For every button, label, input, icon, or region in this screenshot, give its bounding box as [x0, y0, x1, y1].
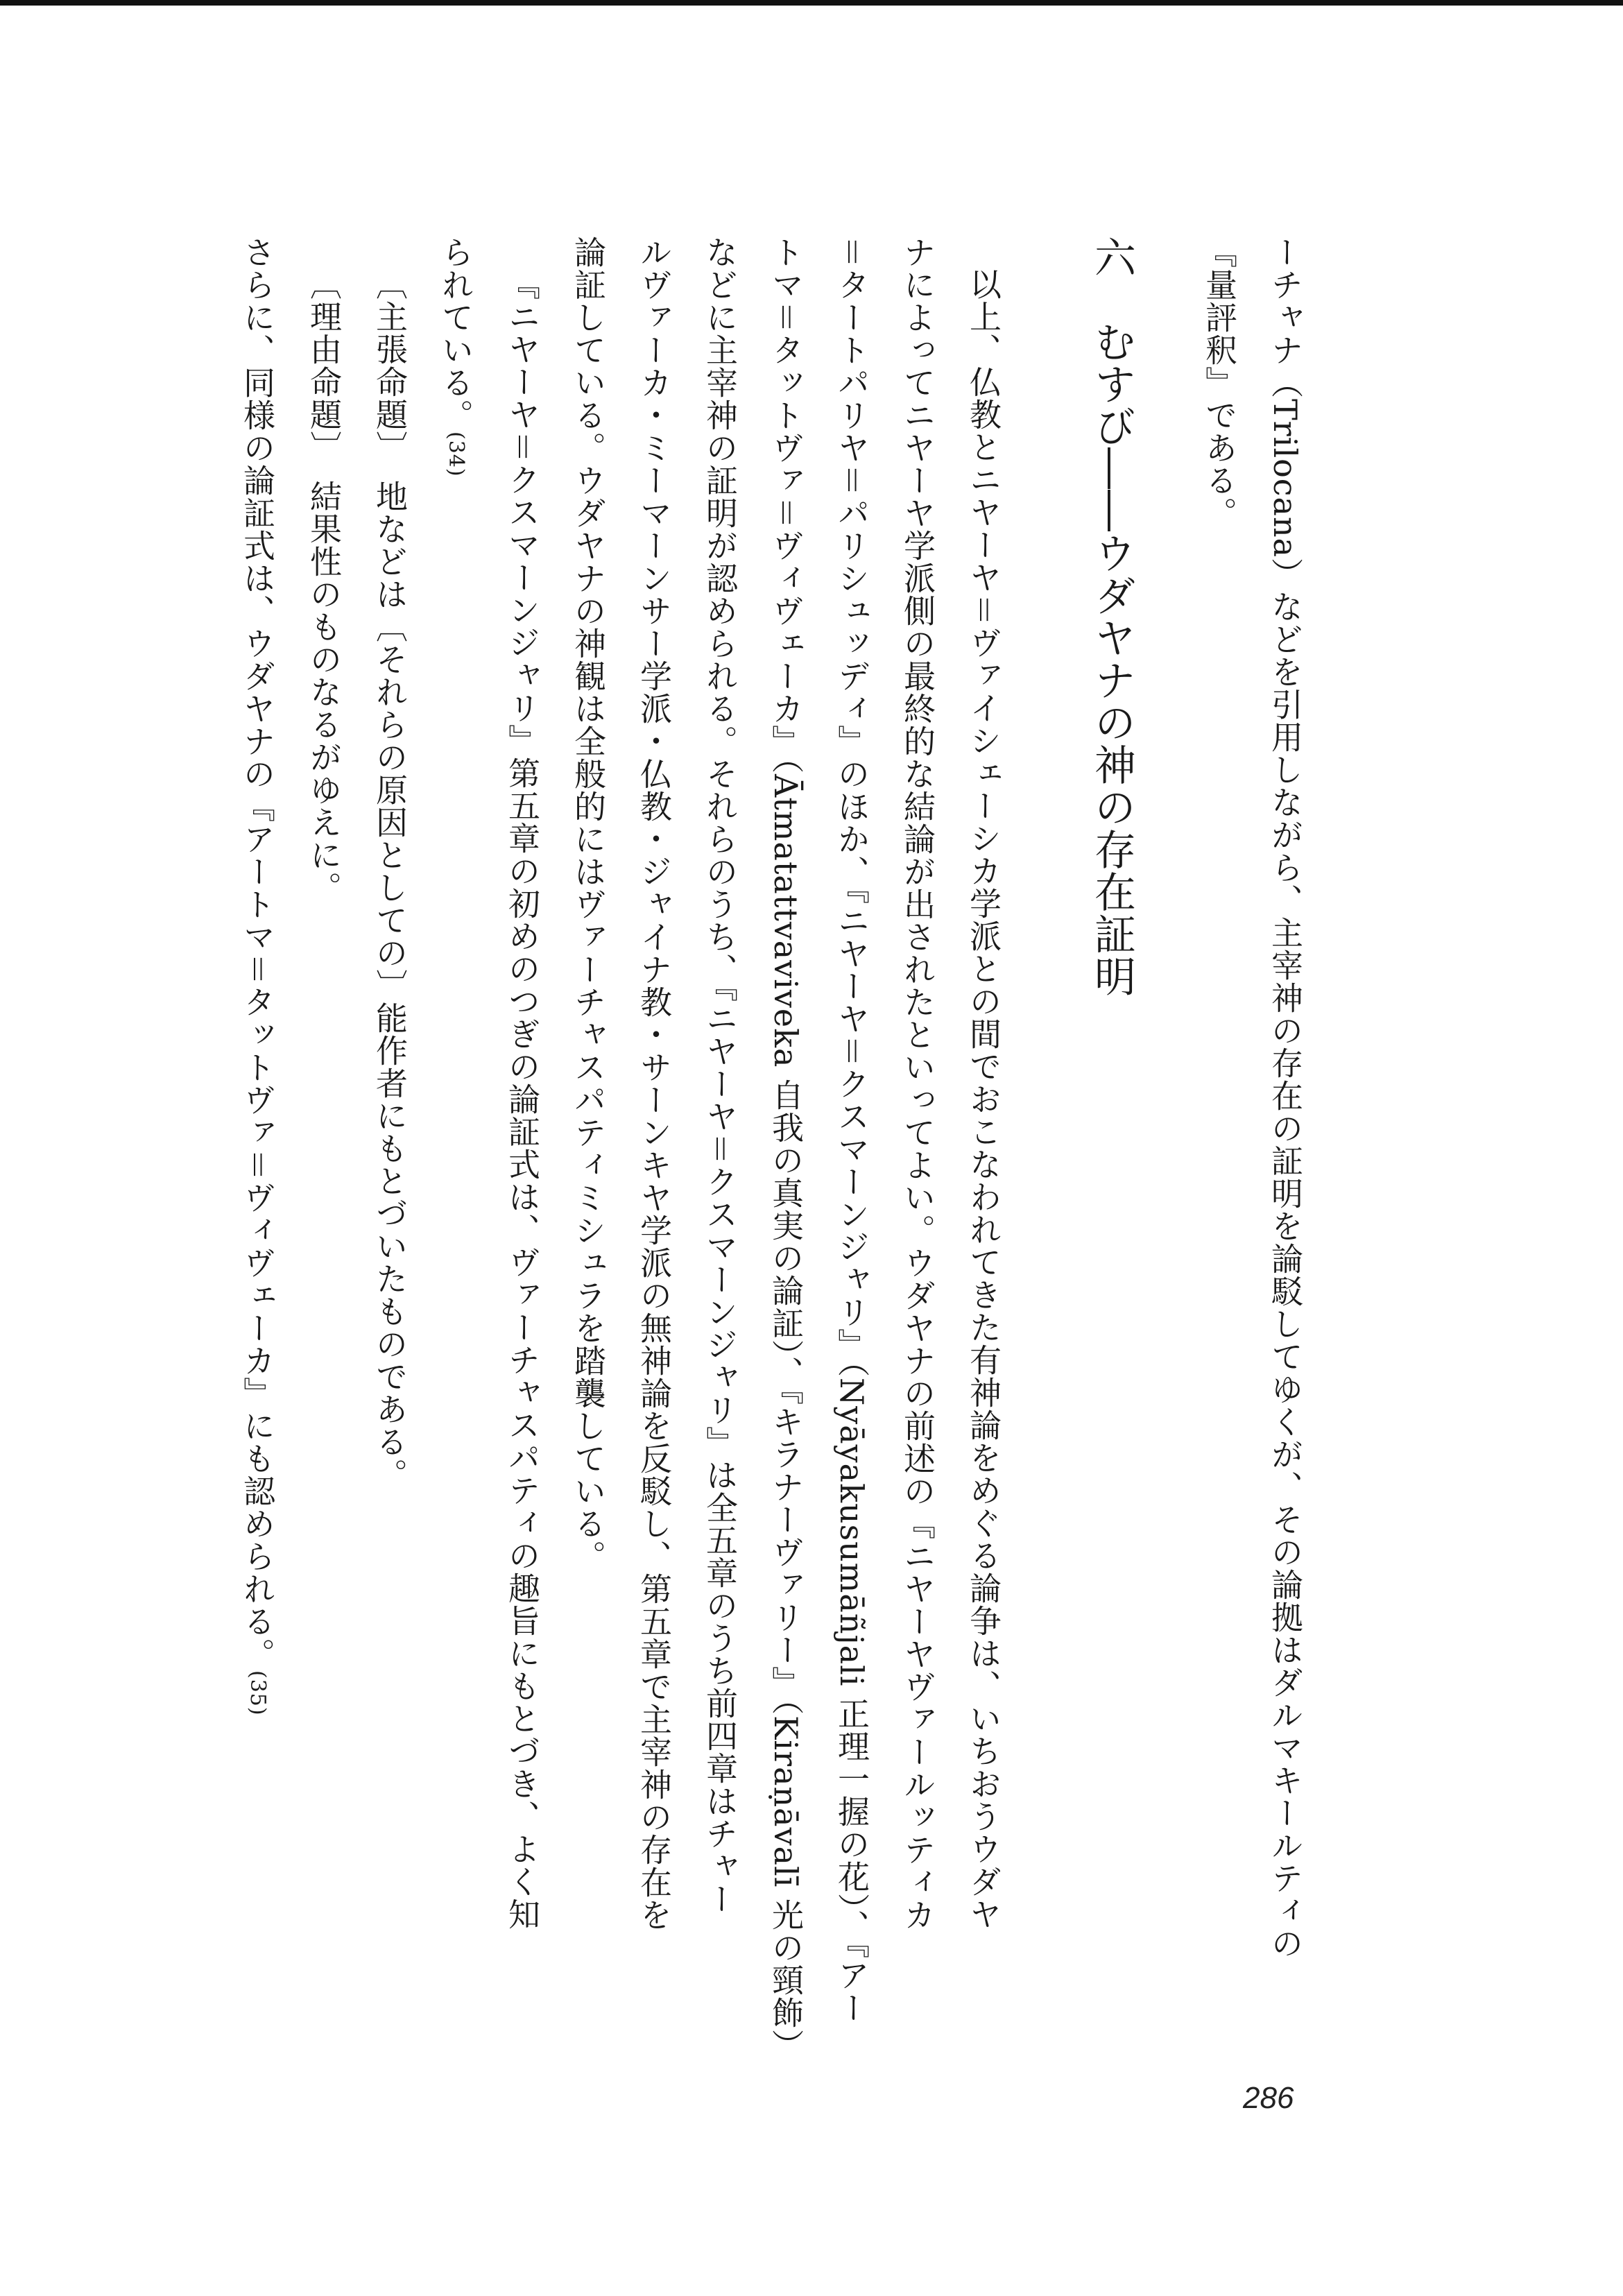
quote-column-1: 『ニヤーヤ＝クスマーンジャリ』第五章の初めのつぎの論証式は、ヴァーチャスパティの趣旨にもとづき、よく知: [504, 268, 541, 1930]
body-column-7: 論証している。ウダヤナの神観は全般的にはヴァーチャスパティミシュラを踏襲している。: [569, 236, 607, 1573]
quote-column-2-text: られている。: [437, 236, 474, 431]
body-column-2: ナによってニヤーヤ学派側の最終的な結論が出されたといってよい。ウダヤナの前述の『ニヤーヤヴァールッティカ: [899, 236, 936, 1931]
footnote-ref-35: (35): [246, 1670, 270, 1716]
body-column-4: トマ＝タットヴァ＝ヴィヴェーカ』（Ātmatattvaviveka 自我の真実の論証）、『キラナーヴァリー』（Kiraṇāvalī 光の頸飾）: [767, 236, 805, 2062]
claim-label: 〔主張命題〕: [371, 268, 409, 447]
body-column-6: ルヴァーカ・ミーマーンサー学派・仏教・ジャイナ教・サーンキヤ学派の無神論を反駁し、第五章で主宰神の存在を: [635, 236, 673, 1931]
body-column-3: ＝タートパリヤ＝パリシュッディ』のほか、『ニヤーヤ＝クスマーンジャリ』（Nyāyakusumāñjali 正理一握の花）、『アー: [833, 236, 870, 2025]
page-body: [224, 236, 1318, 2062]
reason-text: 結果性のものなるがゆえに。: [305, 480, 343, 904]
reason-line: [291, 236, 357, 1984]
section-heading: 六 むすび――ウダヤナの神の存在証明: [1088, 236, 1136, 997]
text-column-2: 『量評釈』である。: [1201, 236, 1238, 529]
body-column-1: 以上、仏教とニヤーヤ＝ヴァイシェーシカ学派との間でおこなわれてきた有神論をめぐる論争は、いちおうウダヤ: [965, 268, 1002, 1930]
claim-text: 地などは〔それらの原因としての〕能作者にもとづいたものである。: [371, 480, 409, 1491]
closing-line: [224, 236, 291, 1984]
closing-text: さらに、同様の論証式は、ウダヤナの『アートマ＝タットヴァ＝ヴィヴェーカ』にも認められる。: [239, 236, 276, 1670]
reason-label: 〔理由命題〕: [305, 268, 343, 447]
footnote-ref-34: (34): [444, 431, 468, 477]
quote-column-2: [422, 236, 489, 1984]
text-column-1: ーチャナ（Trilocana）などを引用しながら、主宰神の存在の証明を論駁してゆくが、その論拠はダルマキールティの: [1266, 236, 1304, 1960]
body-column-5: などに主宰神の証明が認められる。それらのうち、『ニヤーヤ＝クスマーンジャリ』は全五章のうち前四章はチャー: [701, 236, 739, 1915]
claim-line: [357, 236, 422, 1984]
page-number: 286: [1243, 2081, 1294, 2115]
top-rule: [0, 0, 1623, 6]
